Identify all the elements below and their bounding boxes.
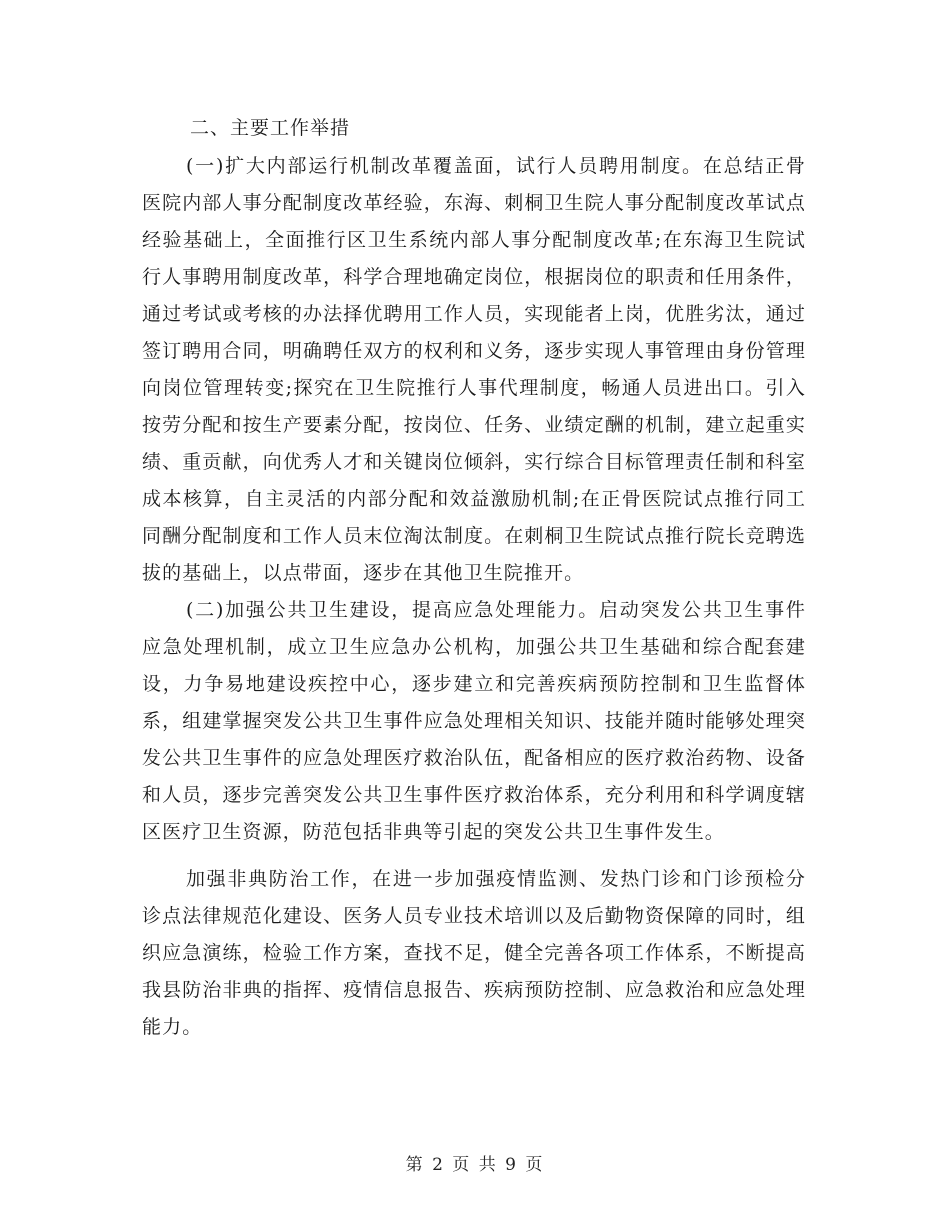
paragraph-sars-prevention: 加强非典防治工作，在进一步加强疫情监测、发热门诊和门诊预检分诊点法律规范化建设、医务人员专业技术培训以及后勤物资保障的同时，组织应急演练，检验工作方案，查找不足，健全完善各项工作体系，不断提高我县防治非典的指挥、疫情信息报告、疾病预防控制、应急救治和应急处理能力。 — [142, 868, 806, 1038]
page-footer: 第 2 页 共 9 页 — [405, 1155, 545, 1175]
paragraph-public-health: (二)加强公共卫生建设，提高应急处理能力。启动突发公共卫生事件应急处理机制，成立卫生应急办公机构，加强公共卫生基础和综合配套建设，力争易地建设疾控中心，逐步建立和完善疾病预防控制和卫生监督体系，组建掌握突发公共卫生事件应急处理相关知识、技能并随时能够处理突发公共卫生事件的应急处理医疗救治队伍，配备相应的医疗救治药物、设备和人员，逐步完善突发公共卫生事件医疗救治体系，充分利用和科学调度辖区医疗卫生资源，防范包括非典等引起的突发公共卫生事件发生。 — [142, 599, 806, 843]
document-page — [142, 108, 806, 1046]
paragraph-reform: (一)扩大内部运行机制改革覆盖面，试行人员聘用制度。在总结正骨医院内部人事分配制度改革经验，东海、刺桐卫生院人事分配制度改革试点经验基础上，全面推行区卫生系统内部人事分配制度改革;在东海卫生院试行人事聘用制度改革，科学合理地确定岗位，根据岗位的职责和任用条件，通过考试或考核的办法择优聘用工作人员，实现能者上岗，优胜劣汰，通过签订聘用合同，明确聘任双方的权利和义务，逐步实现人事管理由身份管理向岗位管理转变;探究在卫生院推行人事代理制度，畅通人员进出口。引入按劳分配和按生产要素分配，按岗位、任务、业绩定酬的机制，建立起重实绩、重贡献，向优秀人才和关键岗位倾斜，实行综合目标管理责任制和科室成本核算，自主灵活的内部分配和效益激励机制;在正骨医院试点推行同工同酬分配制度和工作人员末位淘汰制度。在刺桐卫生院试点推行院长竞聘选拔的基础上，以点带面，逐步在其他卫生院推开。 — [142, 155, 806, 584]
section-heading: 二、主要工作举措 — [190, 117, 351, 139]
